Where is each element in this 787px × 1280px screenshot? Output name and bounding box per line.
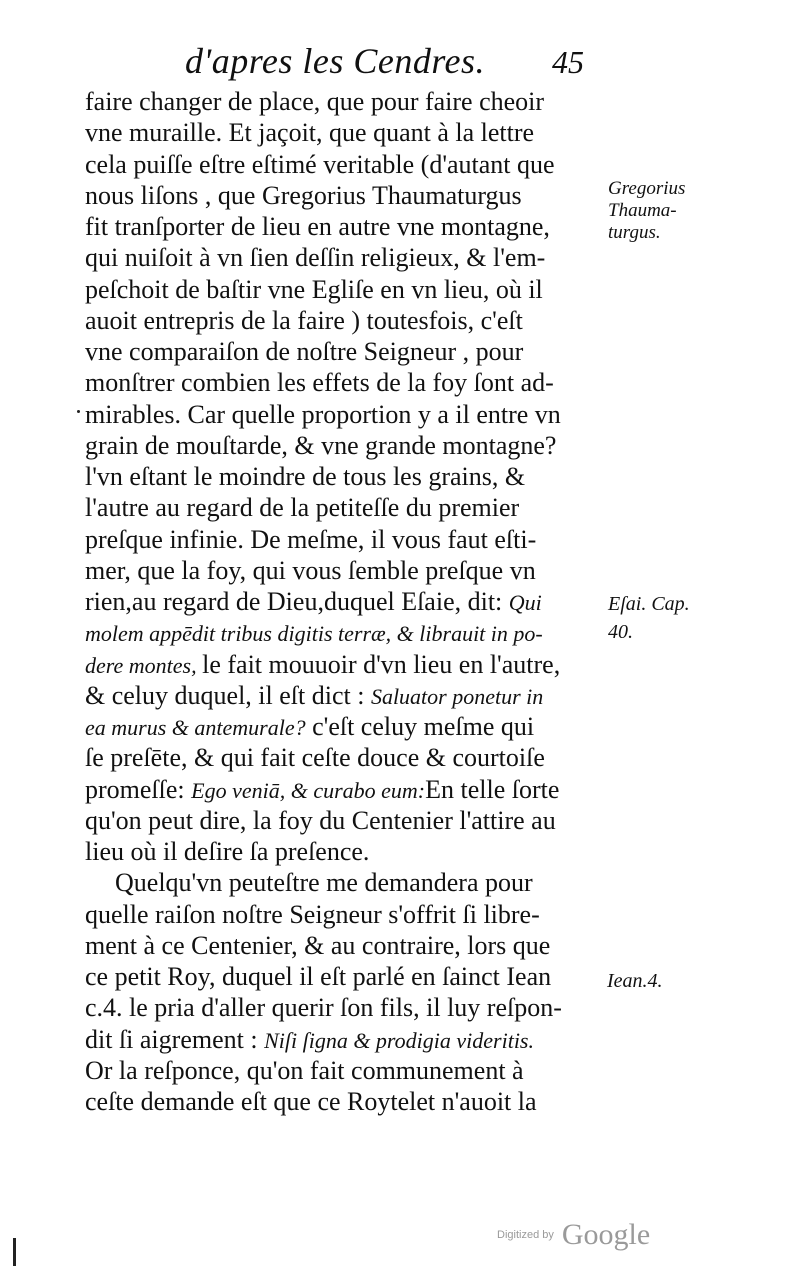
text-line: l'autre au regard de la petiteſſe du premier: [85, 493, 520, 523]
watermark-prefix: Digitized by: [497, 1229, 554, 1241]
text-line: fit tranſporter de lieu en autre vne montagne,: [85, 212, 550, 241]
text-line: nous liſons , que Gregorius Thaumaturgus: [85, 180, 522, 210]
text-line: qui nuiſoit à vn ſien deſſin religieux, & l'em-: [85, 243, 546, 273]
text-line: dere montes, le fait mouuoir d'vn lieu en l'autre,: [85, 649, 561, 679]
text-line: & celuy duquel, il eſt dict : Saluator ponetur in: [85, 680, 544, 710]
latin-quote: Qui: [508, 590, 542, 615]
digitized-watermark: [497, 1218, 650, 1252]
text-line: faire changer de place, que pour faire cheoir: [85, 87, 545, 116]
text-line: promeſſe: Ego veniā, & curabo eum:En telle ſorte: [85, 774, 560, 804]
text-line: auoit entrepris de la faire ) toutesfois, c'eſt: [85, 305, 523, 335]
text-line: Or la reſponce, qu'on fait communement à: [85, 1055, 524, 1085]
text-line: ceſte demande eſt que ce Roytelet n'auoit la: [85, 1087, 537, 1116]
text-line: vne muraille. Et jaçoit, que quant à la lettre: [85, 118, 535, 148]
scan-artifact: [13, 1238, 16, 1266]
text-line: ea murus & antemurale? c'eſt celuy meſme qui: [85, 712, 535, 741]
latin-quote: ea murus & antemurale?: [85, 715, 306, 740]
latin-quote: Ego veniā, & curabo eum:: [191, 777, 426, 803]
ink-speck: [77, 410, 80, 413]
margin-note-gregorius: Gregorius Thauma- turgus.: [608, 178, 686, 243]
text-line: vne comparaiſon de noſtre Seigneur , pour: [85, 337, 524, 366]
margin-note-iean: Iean.4.: [607, 970, 663, 992]
latin-quote: Niſi ſigna & prodigia videritis.: [264, 1027, 534, 1053]
text-line: grain de mouſtarde, & vne grande montagne?: [85, 430, 557, 460]
text-line: mirables. Car quelle proportion y a il entre vn: [85, 399, 561, 429]
latin-quote: dere montes,: [85, 652, 203, 678]
page-header: [0, 40, 787, 84]
margin-note-esai: Eſai. Cap. 40.: [608, 593, 690, 643]
page-number: 45: [552, 44, 584, 80]
text-line: quelle raiſon noſtre Seigneur s'offrit ſi libre-: [85, 899, 540, 929]
latin-quote: Saluator ponetur in: [370, 683, 544, 709]
text-line: qu'on peut dire, la foy du Centenier l'attire au: [85, 805, 556, 835]
latin-quote: molem appēdit tribus digitis terræ, & librauit in po-: [85, 621, 543, 647]
text-line: rien,au regard de Dieu,duquel Eſaie, dit: Qui: [85, 587, 542, 616]
text-line: ce petit Roy, duquel il eſt parlé en ſainct Iean: [85, 962, 552, 991]
text-line: ſe preſēte, & qui fait ceſte douce & courtoiſe: [85, 743, 545, 773]
text-line: l'vn eſtant le moindre de tous les grains, &: [85, 462, 526, 491]
text-line: cela puiſſe eſtre eſtimé veritable (d'autant que: [85, 149, 555, 179]
text-line: mer, que la foy, qui vous ſemble preſque vn: [85, 555, 536, 585]
text-line: c.4. le pria d'aller querir ſon fils, il luy reſpon-: [85, 993, 562, 1023]
text-line: monſtrer combien les effets de la foy ſont ad-: [85, 368, 554, 398]
watermark-brand: Google: [561, 1218, 651, 1251]
text-line: peſchoit de baſtir vne Egliſe en vn lieu, où il: [85, 274, 543, 304]
body-text: [85, 86, 605, 1117]
text-line: lieu où il deſire ſa preſence.: [85, 837, 370, 866]
text-line: preſque infinie. De meſme, il vous faut eſti-: [85, 524, 537, 554]
text-line: dit ſi aigrement : Niſi ſigna & prodigia videritis.: [85, 1024, 534, 1054]
text-line: [85, 617, 605, 648]
paragraph-start-line: Quelqu'vn peuteſtre me demandera pour: [115, 868, 533, 898]
running-title: d'apres les Cendres.: [185, 41, 486, 81]
text-line: ment à ce Centenier, & au contraire, lors que: [85, 930, 551, 960]
